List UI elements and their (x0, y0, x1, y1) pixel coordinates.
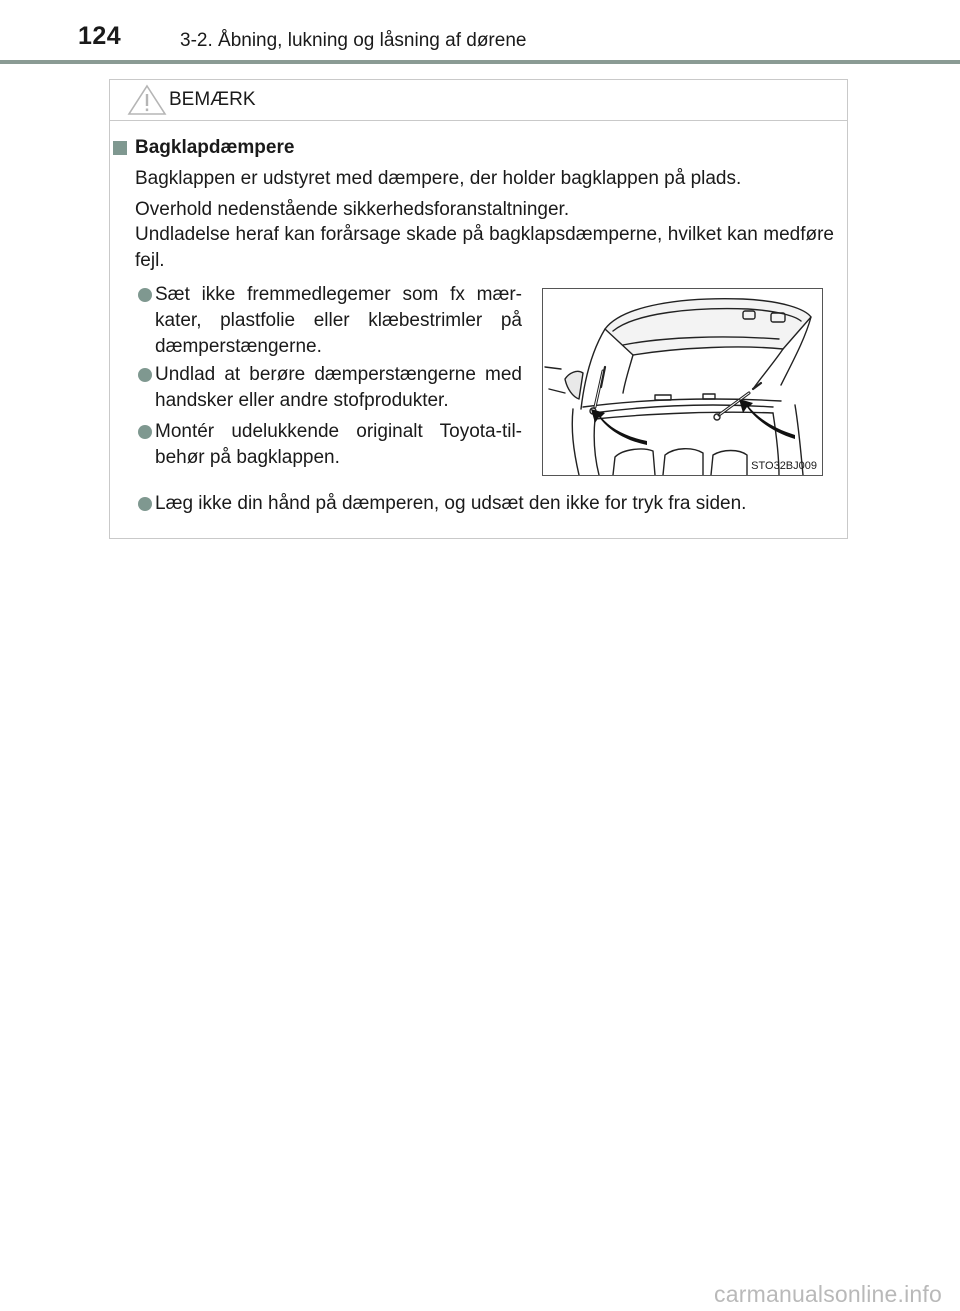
figure-code: STO32BJ009 (751, 460, 817, 472)
watermark: carmanualsonline.info (714, 1281, 942, 1307)
chapter-title: 3-2. Åbning, lukning og låsning af dørene (180, 30, 527, 51)
bullet-icon (138, 288, 152, 302)
bullet-icon (138, 497, 152, 511)
bullet-item: Sæt ikke fremmedlegemer som fx mær-kater, plastfolie eller klæbestrimler på dæmperstængerne. (155, 284, 522, 357)
notice-header (110, 80, 847, 121)
paragraph-failure: Undladelse heraf kan forårsage skade på bagklapsdæmperne, hvilket kan medføre fejl. (135, 224, 834, 271)
tailgate-drawing (543, 289, 822, 475)
section-square-icon (113, 141, 127, 155)
bullet-icon (138, 425, 152, 439)
paragraph-equipped: Bagklappen er udstyret med dæmpere, der holder bagklappen på plads. (135, 168, 742, 189)
warning-triangle-icon (127, 84, 167, 116)
paragraph-observe: Overhold nedenstående sikkerhedsforanstaltninger. (135, 199, 570, 220)
bullet-icon (138, 368, 152, 382)
page-header (0, 0, 960, 62)
header-rule (0, 60, 960, 64)
bullet-item: Læg ikke din hånd på dæmperen, og udsæt den ikke for tryk fra siden. (155, 493, 747, 514)
section-heading: Bagklapdæmpere (135, 137, 295, 158)
tailgate-illustration (542, 288, 823, 476)
bullet-item: Montér udelukkende originalt Toyota-til-behør på bagklappen. (155, 421, 522, 468)
notice-label: BEMÆRK (169, 89, 256, 110)
page-number: 124 (78, 22, 122, 50)
bullet-item: Undlad at berøre dæmperstængerne med handsker eller andre stofprodukter. (155, 364, 522, 411)
